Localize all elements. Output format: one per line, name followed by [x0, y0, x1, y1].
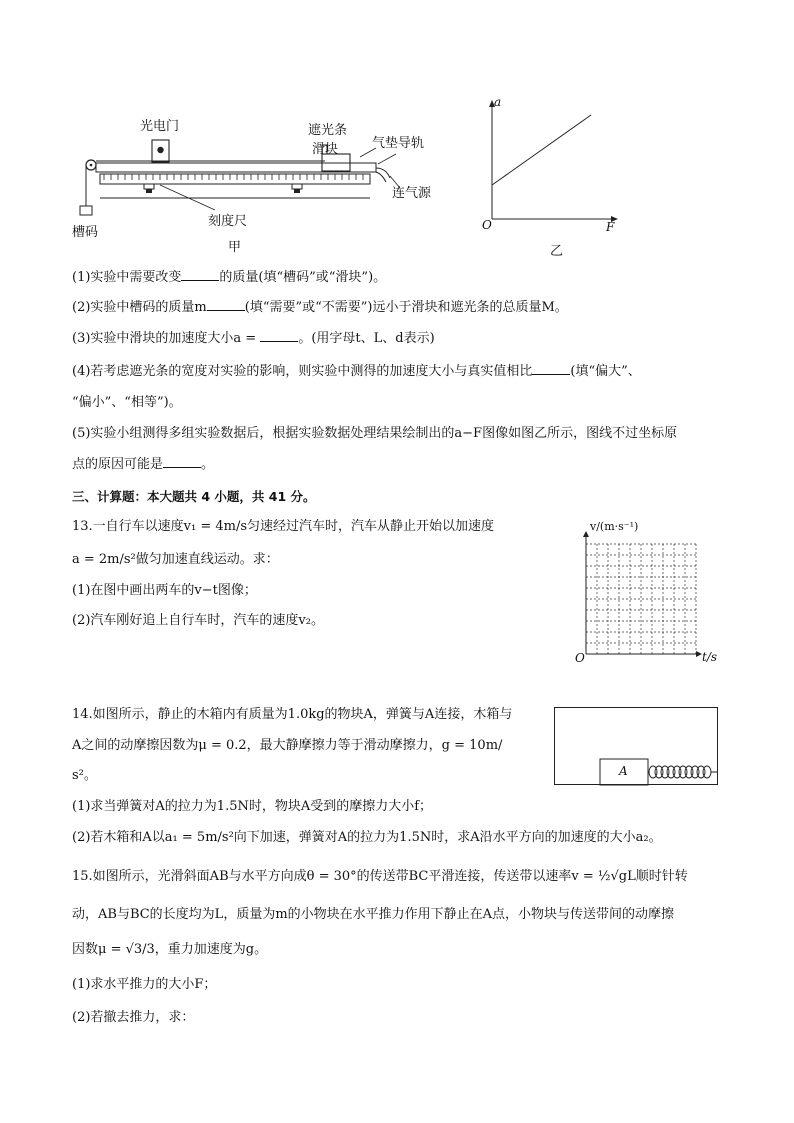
graph-line: [492, 115, 591, 185]
q14-box-figure: [554, 707, 720, 787]
q15-line4: (1)求水平推力的大小F；: [72, 977, 217, 992]
q12-part5: (5)实验小组测得多组实验数据后，根据实验数据处理结果绘制出的a−F图像如图乙所示，图线不过坐标原: [72, 426, 678, 441]
q14-line1: 14.如图所示，静止的木箱内有质量为1.0kg的物块A，弹簧与A连接，木箱与: [72, 707, 513, 722]
q12-part2: (2)实验中槽码的质量m (填“需要”或“不需要”)远小于滑块和遮光条的总质量M。: [72, 300, 568, 315]
vt-xlabel: t/s: [702, 650, 718, 664]
vt-origin: O: [575, 651, 585, 665]
q15-line3: 因数μ = √3/3，重力加速度为g。: [72, 942, 268, 957]
q15-line5: (2)若撤去推力，求：: [72, 1010, 195, 1025]
q12-part1: (1)实验中需要改变 的质量(填“槽码”或“滑块”)。: [72, 270, 387, 285]
q13-line1: 13.一自行车以速度v₁ = 4m/s匀速经过汽车时，汽车从静止开始以加速度: [72, 519, 495, 534]
q13-vt-grid: [570, 518, 730, 668]
weight-block: [80, 206, 92, 215]
air-source-label: 连气源: [392, 186, 432, 201]
air-track-label: 气垫导轨: [372, 136, 425, 151]
scale-label: 刻度尺: [208, 214, 248, 229]
q14-line2: A之间的动摩擦因数为μ = 0.2，最大静摩擦力等于滑动摩擦力，g = 10m/: [72, 738, 503, 753]
q14-line4: (1)求当弹簧对A的拉力为1.5N时，物块A受到的摩擦力大小f；: [72, 799, 433, 814]
q14-line5: (2)若木箱和A以a₁ = 5m/s²向下加速，弹簧对A的拉力为1.5N时，求A沿水平方向的加速度的大小a₂。: [72, 830, 662, 845]
figure-jia: [60, 110, 460, 260]
figure-yi-caption: 乙: [550, 244, 564, 259]
block-a-label: A: [619, 764, 628, 778]
q14-line3: s²。: [72, 768, 97, 783]
graph-xlabel: F: [606, 220, 615, 234]
graph-origin: O: [482, 218, 492, 232]
figure-jia-caption: 甲: [228, 240, 242, 255]
weight-label: 槽码: [72, 225, 99, 240]
section-3-heading: 三、计算题：本大题共 4 小题，共 41 分。: [72, 489, 316, 504]
graph-ylabel: a: [494, 95, 502, 109]
q12-part5-cont: 点的原因可能是 。: [72, 457, 215, 472]
photogate-label: 光电门: [140, 119, 180, 134]
slider-label: 滑块: [312, 142, 339, 157]
q12-part3: (3)实验中滑块的加速度大小a = 。(用字母t、L、d表示): [72, 331, 435, 346]
answer-blank[interactable]: [207, 298, 245, 311]
spring-icon: [649, 766, 717, 778]
q13-line2: a = 2m/s²做匀加速直线运动。求：: [72, 552, 279, 567]
q15-line2: 动，AB与BC的长度均为L，质量为m的小物块在水平推力作用下静止在A点，小物块与传送带间的动摩擦: [72, 907, 675, 922]
q13-line3: (1)在图中画出两车的v−t图像；: [72, 583, 257, 598]
q15-line1: 15.如图所示，光滑斜面AB与水平方向成θ = 30°的传送带BC平滑连接，传送带以速率v = ½√gL顺时针转: [72, 869, 688, 884]
q12-part4-cont: “偏小”、“相等”)。: [72, 395, 182, 410]
scale-ruler: [100, 174, 370, 184]
answer-blank[interactable]: [260, 329, 298, 342]
answer-blank[interactable]: [532, 362, 570, 375]
q12-part4: (4)若考虑遮光条的宽度对实验的影响，则实验中测得的加速度大小与真实值相比 (填“偏大”、: [72, 364, 641, 379]
answer-blank[interactable]: [163, 455, 201, 468]
answer-blank[interactable]: [181, 268, 219, 281]
q13-line4: (2)汽车刚好追上自行车时，汽车的速度v₂。: [72, 613, 324, 628]
vt-ylabel: v/(m·s⁻¹): [590, 520, 639, 533]
figure-yi: [478, 95, 628, 265]
shade-strip-label: 遮光条: [308, 123, 348, 138]
